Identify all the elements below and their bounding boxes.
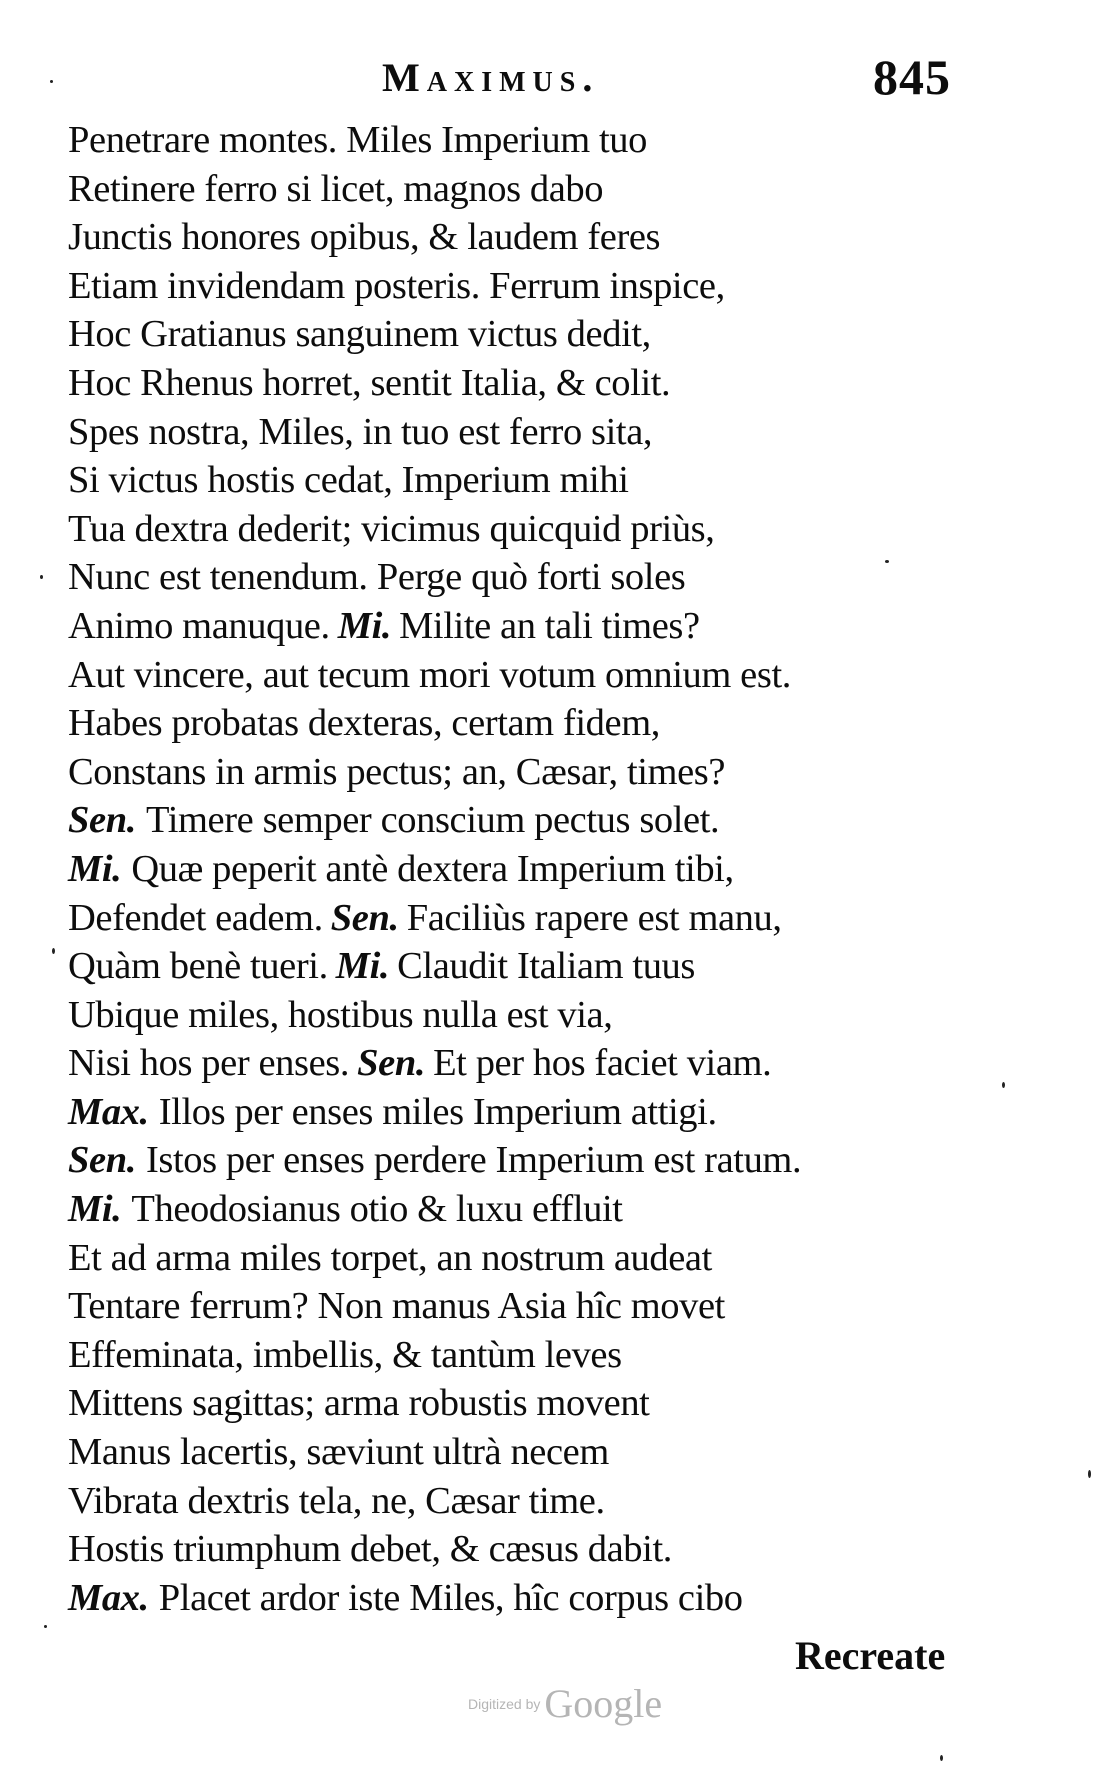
verse-line [68, 1039, 968, 1088]
verse-line [68, 748, 968, 797]
speaker-label: Sen. [330, 896, 399, 939]
verse-text-segment: Et ad arma miles torpet, an nostrum audeat [68, 1236, 712, 1279]
verse-line [68, 1282, 968, 1331]
verse-line [68, 165, 968, 214]
speaker-label: Max. [68, 1576, 149, 1619]
verse-line [68, 699, 968, 748]
running-title: Maximus. [382, 55, 600, 100]
verse-line [68, 505, 968, 554]
verse-text-segment: Si victus hostis cedat, Imperium mihi [68, 459, 629, 502]
verse-text-segment: Constans in armis pectus; an, Cæsar, times? [68, 750, 726, 793]
verse-text-segment: Junctis honores opibus, & laudem feres [68, 216, 661, 259]
verse-text-segment: Tua dextra dederit; vicimus quicquid priùs, [68, 507, 715, 550]
verse-line [68, 1136, 968, 1185]
verse-text-segment: Penetrare montes. Miles Imperium tuo [68, 119, 648, 161]
verse-line [68, 1525, 968, 1574]
verse-text [68, 116, 968, 1622]
scan-speck [44, 1625, 47, 1628]
page-number: 845 [873, 49, 951, 105]
verse-line [68, 553, 968, 602]
verse-text-segment: Nunc est tenendum. Perge quò forti soles [68, 556, 686, 599]
verse-text-segment: Hoc Gratianus sanguinem victus dedit, [68, 313, 651, 356]
verse-line [68, 1574, 968, 1623]
verse-text-segment: Istos per enses perdere Imperium est ratum. [145, 1139, 802, 1182]
scan-speck [885, 560, 889, 563]
verse-text-segment: Placet ardor iste Miles, hîc corpus cibo [158, 1576, 743, 1619]
verse-text-segment: Effeminata, imbellis, & tantùm leves [68, 1333, 622, 1376]
verse-text-segment: Faciliùs rapere est manu, [406, 896, 782, 939]
verse-text-segment: Illos per enses miles Imperium attigi. [158, 1090, 717, 1133]
verse-text-segment: Quàm benè tueri. [68, 945, 328, 988]
speaker-label: Sen. [68, 1139, 136, 1182]
scan-speck [52, 948, 55, 954]
scan-speck [50, 80, 53, 83]
verse-text-segment: Spes nostra, Miles, in tuo est ferro sita, [68, 410, 653, 453]
verse-line [68, 262, 968, 311]
verse-text-segment: Theodosianus otio & luxu effluit [131, 1188, 623, 1231]
verse-line [68, 1331, 968, 1380]
watermark-prefix: Digitized by [468, 1695, 541, 1712]
verse-text-segment: Et per hos faciet viam. [433, 1042, 772, 1085]
speaker-label: Mi. [337, 604, 392, 647]
speaker-label: Sen. [357, 1042, 426, 1085]
verse-text-segment: Mittens sagittas; arma robustis movent [68, 1382, 650, 1425]
verse-line [68, 359, 968, 408]
verse-text-segment: Nisi hos per enses. [68, 1042, 350, 1085]
verse-line [68, 845, 968, 894]
verse-line [68, 1185, 968, 1234]
verse-line [68, 213, 968, 262]
verse-line [68, 1379, 968, 1428]
verse-text-segment: Etiam invidendam posteris. Ferrum inspice, [68, 264, 725, 307]
verse-line [68, 1234, 968, 1283]
verse-line [68, 602, 968, 651]
verse-line [68, 991, 968, 1040]
verse-text-segment: Tentare ferrum? Non manus Asia hîc movet [68, 1285, 725, 1328]
verse-line [68, 456, 968, 505]
speaker-label: Sen. [68, 799, 136, 842]
scan-speck [1002, 1082, 1005, 1088]
page-header [0, 48, 1093, 108]
google-logo: Google [544, 1681, 663, 1726]
scan-speck [1088, 1470, 1091, 1478]
verse-line [68, 1428, 968, 1477]
verse-text-segment: Quæ peperit antè dextera Imperium tibi, [131, 847, 734, 890]
speaker-label: Max. [68, 1090, 149, 1133]
scan-speck [40, 575, 43, 579]
verse-text-segment: Hoc Rhenus horret, sentit Italia, & colit. [68, 361, 671, 404]
verse-text-segment: Ubique miles, hostibus nulla est via, [68, 993, 613, 1036]
verse-line [68, 310, 968, 359]
verse-line [68, 796, 968, 845]
verse-text-segment: Defendet eadem. [68, 896, 323, 939]
catchword: Recreate [795, 1633, 946, 1678]
scan-speck [940, 1755, 943, 1761]
verse-line [68, 942, 968, 991]
verse-text-segment: Animo manuque. [68, 604, 330, 647]
verse-line [68, 116, 968, 165]
verse-text-segment: Timere semper conscium pectus solet. [145, 799, 720, 842]
verse-line [68, 651, 968, 700]
verse-text-segment: Manus lacertis, sæviunt ultrà necem [68, 1431, 609, 1474]
verse-text-segment: Retinere ferro si licet, magnos dabo [68, 167, 604, 210]
verse-text-segment: Vibrata dextris tela, ne, Cæsar time. [68, 1479, 605, 1522]
verse-line [68, 1088, 968, 1137]
speaker-label: Mi. [68, 1188, 122, 1231]
verse-line [68, 408, 968, 457]
verse-text-segment: Aut vincere, aut tecum mori votum omnium est. [68, 653, 791, 696]
verse-line [68, 1477, 968, 1526]
speaker-label: Mi. [68, 847, 122, 890]
verse-text-segment: Claudit Italiam tuus [397, 945, 695, 988]
verse-line [68, 894, 968, 943]
speaker-label: Mi. [335, 945, 390, 988]
verse-text-segment: Habes probatas dexteras, certam fidem, [68, 702, 660, 745]
digitized-by-google-watermark [468, 1680, 662, 1727]
verse-text-segment: Hostis triumphum debet, & cæsus dabit. [68, 1528, 672, 1571]
verse-text-segment: Milite an tali times? [399, 604, 700, 647]
